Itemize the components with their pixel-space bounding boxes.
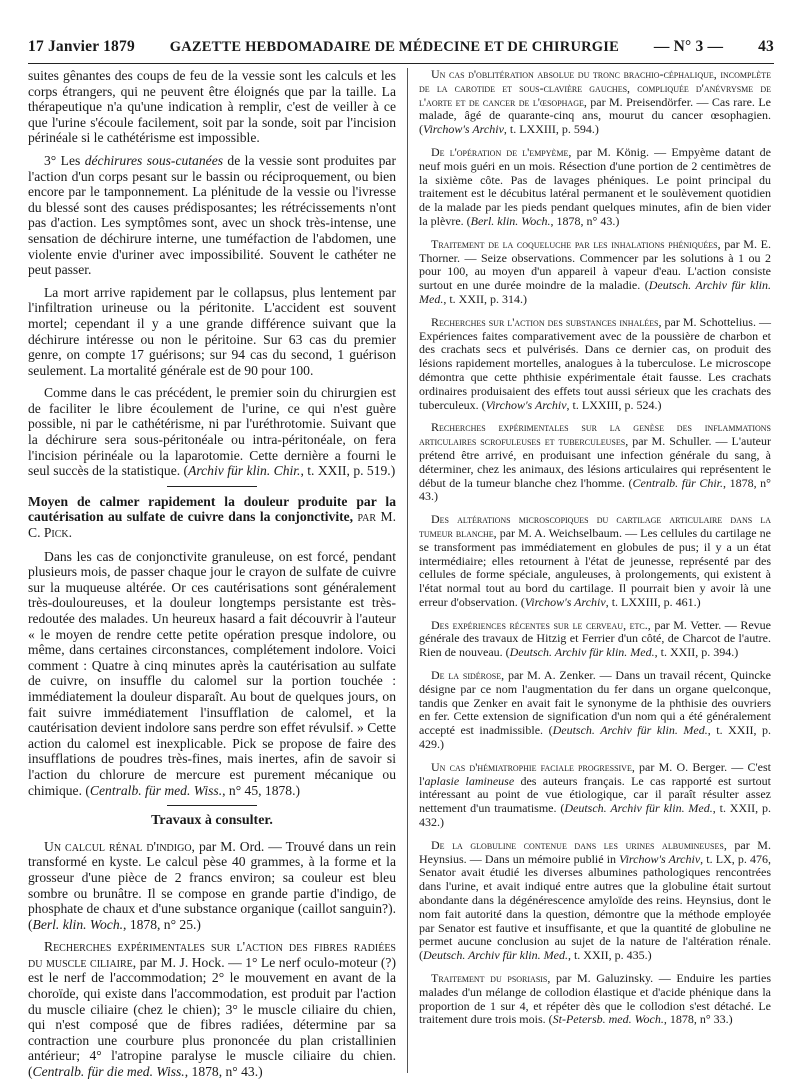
bibliography-entry: Un cas d'hémiatrophie faciale progressive, par M. O. Berger. — C'est l'aplasie lamineuse des auteurs français. Le cas rapporté est surtout intéressant au point de vue étiologique, car il paraît résulter assez nettement d'un traumatisme. (Deutsch. Archiv für klin. Med., t. XXII, p. 432.) (419, 759, 771, 830)
column-divider (407, 68, 408, 1073)
paragraph: La mort arrive rapidement par le collapsus, plus lentement par l'infiltration urineuse ou la péritonite. L'accident est souvent mortel; cependant il y a une grande différence suivant que la déchirure intéresse ou non le péritoine. Sur 63 cas du premier genre, on compte 17 guérisons; sur 94 cas du second, 1 guérison seulement. La mortalité générale est de 90 pour 100. (28, 284, 396, 378)
section-divider (167, 805, 257, 806)
bibliography-entry: Un cas d'oblitération absolue du tronc brachio-céphalique, incomplète de la carotide et sous-clavière gauches, compliquée d'anévrysme de l'aorte et de cancer de l'œsophage, par M. Preisendörfer. — Cas rare. Le malade, âgé de quarante-cinq ans, mourut du cancer œsophagien. (Virchow's Archiv, t. LXXIII, p. 594.) (419, 67, 771, 137)
bibliography-entry: Recherches sur l'action des substances inhalées, par M. Schottelius. — Expériences faites comparativement avec de la poussière de charbon et des crachats secs et pulvérisés. Dans ce dernier cas, on produit des lésions rapidement mortelles, analogues à la tuberculose. Le microscope démontra que cette phthisie expérimentale était fausse. Les crachats ordinaires produisaient des effets tout aussi sérieux que les crachats des tuberculeux. (Virchow's Archiv, t. LXXIII, p. 524.) (419, 314, 771, 412)
bibliography-entry: Traitement du psoriasis, par M. Galuzinsky. — Enduire les parties malades d'un mélange de collodion élastique et d'acide phénique dans la proportion de 1 sur 4, et répéter dès que le collodion s'est détaché. Le traitement dure trois mois. (St-Petersb. med. Woch., 1878, n° 33.) (419, 971, 771, 1027)
left-column (28, 68, 396, 1087)
header-rule (28, 63, 774, 64)
page-header (28, 38, 774, 60)
article-title: Moyen de calmer rapidement la douleur produite par la cautérisation au sulfate de cuivre dans la conjonctivite, par M. C. Pick. (28, 493, 396, 541)
bibliography-entry: De la globuline contenue dans les urines albumineuses, par M. Heynsius. — Dans un mémoire publié in Virchow's Archiv, t. LX, p. 476, Senator avait étudié les diverses albumines pathologiques rencontrées dans l'urine, et avait indiqué entre autres que la globuline était surtout abondante dans la dégénérescence amyloïde des reins. Heynsius, dont le nom fait autorité dans la question, démontre que la méthode employée par Senator est fautive et insuffisante, et que la quantité de globuline ne permet aucune conclusion au sujet de la nature de l'altération rénale. (Deutsch. Archiv für klin. Med., t. XXII, p. 435.) (419, 837, 771, 963)
bibliography-entry: De la sidérose, par M. A. Zenker. — Dans un travail récent, Quincke désigne par ce nom l'augmentation du fer dans un organe quelconque, tandis que Zenker en avait fait le synonyme de la phthisie des ouvriers en fer. Cette extension de signification d'un nom qui a été généralement accepté est inadmissible. (Deutsch. Archiv für klin. Med., t. XXII, p. 429.) (419, 668, 771, 752)
paragraph: Comme dans le cas précédent, le premier soin du chirurgien est de faciliter le libre écoulement de l'urine, ce qui n'est guère possible, ni par le cathétérisme, ni par l'uréthrotomie. Suivant que la déchirure sera sous-péritonéale ou intra-péritonéale, on fera l'incision périnéale ou la laparotomie. Cette dernière a fourni le seul succès de la statistique. (Archiv für klin. Chir., t. XXII, p. 519.) (28, 385, 396, 479)
bibliography-entry: De l'opération de l'empyème, par M. König. — Empyème datant de neuf mois guéri en un mois. Résection d'une portion de 2 centimètres de la sixième côte. Pas de lavages phéniques. Le point principal du traitement est le décubitus latéral permanent et le soulèvement quotidien de la malade par les pieds pendant quelques minutes, afin de bien vider la plèvre. (Berl. klin. Woch., 1878, n° 43.) (419, 144, 771, 228)
header-date: 17 Janvier 1879 (28, 38, 135, 55)
section-title: Travaux à consulter. (151, 813, 273, 829)
bibliography-entry: Recherches expérimentales sur l'action des fibres radiées du muscle ciliaire, par M. J. Hock. — 1° Le nerf oculo-moteur (?) est le nerf de l'accommodation; 2° le mouvement en avant de la choroïde, qui existe dans l'accommodation, est produit par l'action du muscle ciliaire (chez le chien); 3° le muscle ciliaire du chien, qui n'est composé que de fibres radiées, détermine par sa contraction une courbure plus prononcée du plan cristallinien antérieur; 4° l'atropine paralyse le muscle ciliaire du chien. (Centralb. für die med. Wiss., 1878, n° 43.) (28, 939, 396, 1080)
section-divider (167, 486, 257, 487)
bibliography-entry: Traitement de la coqueluche par les inhalations phéniquées, par M. E. Thorner. — Seize observations. Commencer par les solutions à 1 ou 2 pour 100, au moyen d'un appareil à vapeur d'eau. L'action consiste surtout en une durée moindre de la maladie. (Deutsch. Archiv für klin. Med., t. XXII, p. 314.) (419, 236, 771, 306)
bibliography-entry: Des expériences récentes sur le cerveau, etc., par M. Vetter. — Revue générale des travaux de Hitzig et Ferrier d'un côté, de Charcot de l'autre. Rien de nouveau. (Deutsch. Archiv für klin. Med., t. XXII, p. 394.) (419, 617, 771, 660)
page-number: 43 (758, 38, 774, 55)
paragraph: suites gênantes des coups de feu de la vessie sont les calculs et les corps étrangers, qui ne peuvent être éloignés que par la taille. La thérapeutique n'a qu'une indication à remplir, c'est de veiller à ce que l'urine s'écoule facilement, soit par la sonde, soit par l'incision périnéale si le cathétérisme est impossible. (28, 68, 396, 146)
issue-number: — N° 3 — (653, 38, 724, 55)
paragraph: Dans les cas de conjonctivite granuleuse, on est forcé, pendant plusieurs mois, de passer chaque jour le crayon de sulfate de cuivre sur la muqueuse altérée. Or ces cautérisations sont généralement très-douloureuses, et la douleur longtemps persistante est très-redoutée des malades. Un heureux hasard a fait découvrir à l'auteur « le moyen de rendre cette petite opération presque indolore, ou même, dans certaines circonstances, complétement indolore. Voici comment : Quatre à cinq minutes après la cautérisation au sulfate de cuivre, on insuffle du calomel sur la portion touchée : immédiatement la douleur disparaît. Au bout de quelques jours, on fait suivre immédiatement l'insufflation de calomel, et la cautérisation devient indolore sans perdre son effet révulsif. » Cette action du calomel est inexplicable. Pick se propose de faire des insufflations de poudres très-fines, mais inertes, afin de savoir si l'action du chlorure de mercure est purement mécanique ou chimique. (Centralb. für med. Wiss., n° 45, 1878.) (28, 548, 396, 798)
journal-title: GAZETTE HEBDOMADAIRE DE MÉDECINE ET DE CHIRURGIE (169, 39, 619, 55)
bibliography-entry: Des altérations microscopiques du cartilage articulaire dans la tumeur blanche, par M. A. Weichselbaum. — Les cellules du cartilage ne se transforment pas immédiatement en globules de pus; il y a un état intermédiaire; elles retournent à l'état de jeunesse, représenté par des cellules de forme spéciale, anguleuses, à prolongements, qui existent à l'état normal tout au bord du cartilage. Il pourrait bien y avoir là une erreur d'observation. (Virchow's Archiv, t. LXXIII, p. 461.) (419, 512, 771, 609)
right-column (419, 68, 771, 1036)
bibliography-entry: Recherches expérimentales sur la genèse des inflammations articulaires scrofuleuses et tuberculeuses, par M. Schuller. — L'auteur prétend être arrivé, en produisant une infection générale du sang, à déterminer, chez les animaux, des lésions articulaires qui représentent le début de la tumeur blanche chez l'homme. (Centralb. für Chir., 1878, n° 43.) (419, 420, 771, 504)
bibliography-entry: Un calcul rénal d'indigo, par M. Ord. — Trouvé dans un rein transformé en kyste. Le calcul pèse 40 grammes, à la forme et la grosseur d'une pièce de 2 francs environ; sa couleur est bleu sombre ou brunâtre. Il se compose en grande partie d'indigo, de phosphate de chaux et d'une substance organique (caillot sanguin?). (Berl. klin. Woch., 1878, n° 25.) (28, 838, 396, 932)
paragraph: 3° Les déchirures sous-cutanées de la vessie sont produites par l'action d'un corps pesant sur le bassin ou réciproquement, ou bien encore par le tamponnement. La plénitude de la vessie ou l'ivresse du blessé sont des causes prédisposantes; les rétrécissements n'ont pas d'action. Les symptômes sont, avec un shock très-intense, une sensation de déchirure interne, une tuméfaction de l'abdomen, une violente envie d'uriner avec impossibilité. Souvent le cathéter ne peut passer. (28, 152, 396, 278)
